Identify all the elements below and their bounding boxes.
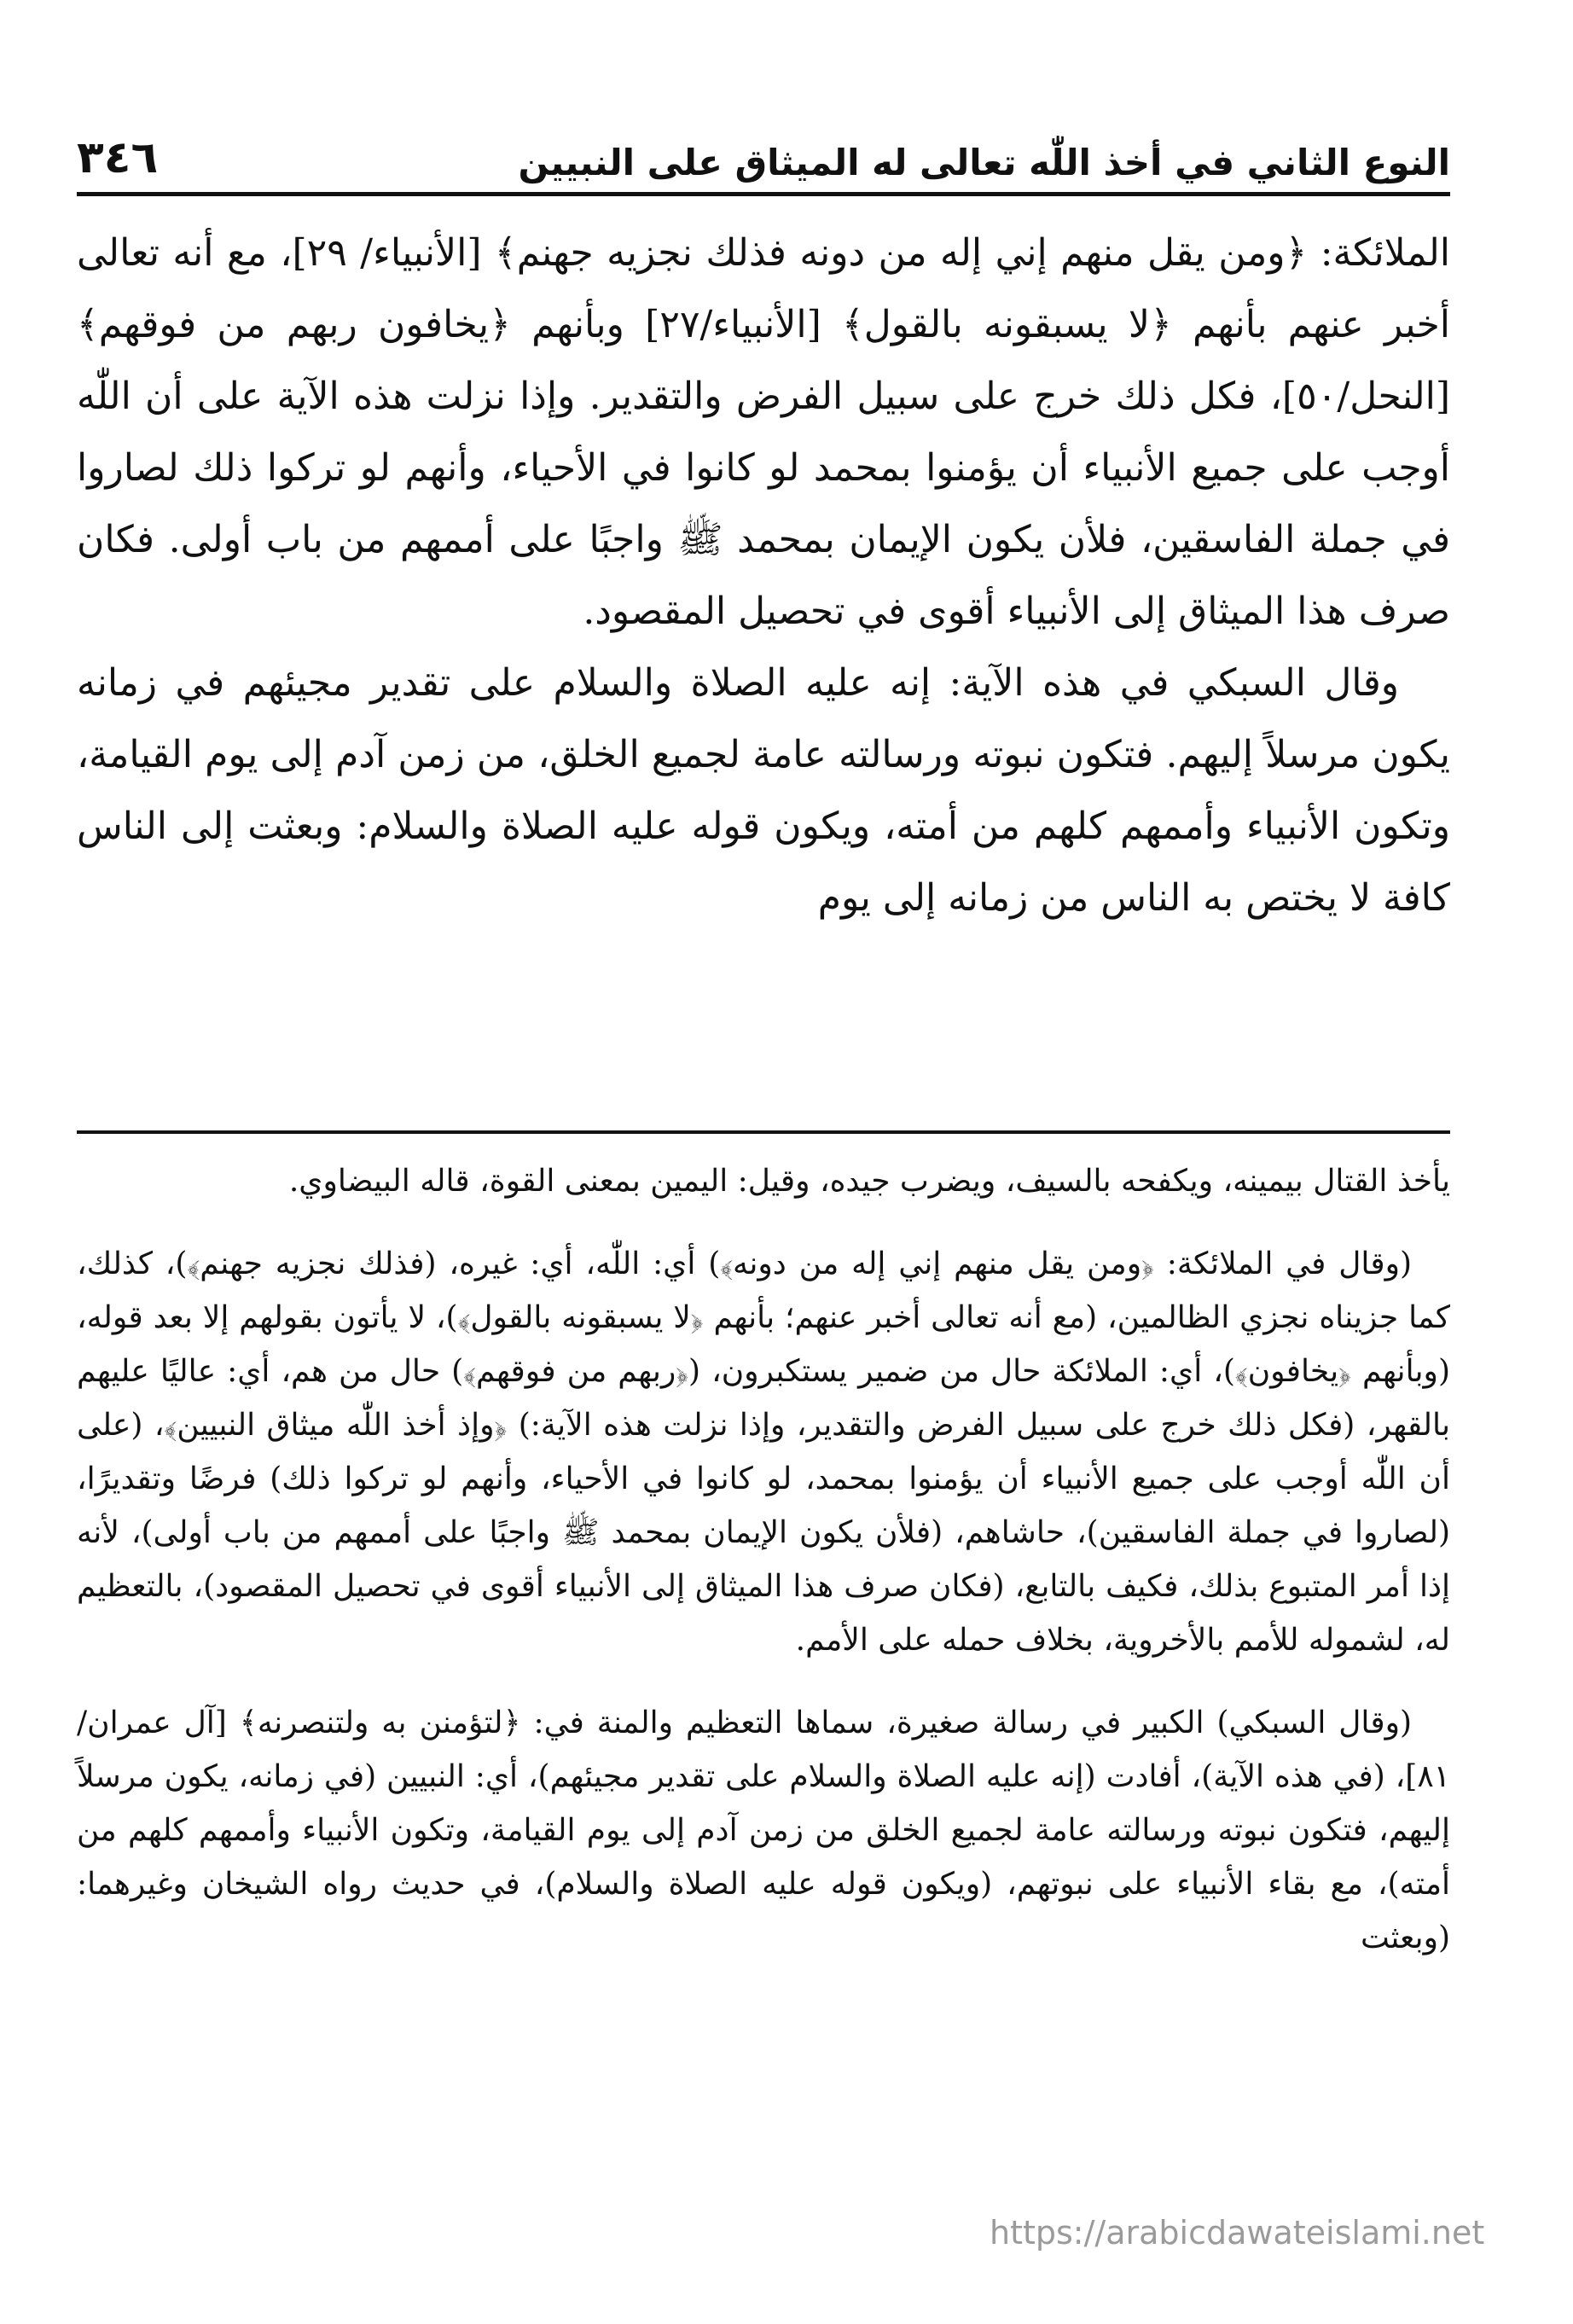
main-paragraph: الملائكة: ﴿ومن يقل منهم إني إله من دونه فذلك نجزيه جهنم﴾ [الأنبياء/ ٢٩]، مع أنه تعالى أخبر عنهم بأنهم ﴿لا يسبقونه بالقول﴾ [الأنبياء/٢٧] وبأنهم ﴿يخافون ربهم من فوقهم﴾ [النحل/٥٠]، فكل ذلك خرج على سبيل الفرض والتقدير. وإذا نزلت هذه الآية على أن اللّٰه أوجب على جميع الأنبياء أن يؤمنوا بمحمد لو كانوا في الأحياء، وأنهم لو تركوا ذلك لصاروا في جملة الفاسقين، فلأن يكون الإيمان بمحمد ﷺ واجبًا على أممهم من باب أولى. فكان صرف هذا الميثاق إلى الأنبياء أقوى في تحصيل المقصود. <box>77 231 1450 633</box>
watermark-url: https://arabicdawateislami.net <box>990 2214 1485 2251</box>
book-page <box>77 81 1450 2231</box>
commentary-paragraph: (وقال السبكي) الكبير في رسالة صغيرة، سماها التعظيم والمنة في: ﴿لتؤمنن به ولتنصرنه﴾ [آل عمران/٨١]، (في هذه الآية)، أفادت (إنه عليه الصلاة والسلام على تقدير مجيئهم)، أي: النبيين (في زمانه، يكون مرسلاً إليهم، فتكون نبوته ورسالته عامة لجميع الخلق من زمن آدم إلى يوم القيامة، وتكون الأنبياء وأممهم كلهم من أمته)، مع بقاء الأنبياء على نبوتهم، (ويكون قوله عليه الصلاة والسلام)، في حديث رواه الشيخان وغيرهما: (وبعثت <box>77 1705 1450 1955</box>
page-number: ٣٤٦ <box>77 132 159 183</box>
main-paragraph: وقال السبكي في هذه الآية: إنه عليه الصلاة والسلام على تقدير مجيئهم في زمانه يكون مرسلاً إليهم. فتكون نبوته ورسالته عامة لجميع الخلق، من زمن آدم إلى يوم القيامة، وتكون الأنبياء وأممهم كلهم من أمته، ويكون قوله عليه الصلاة والسلام: وبعثت إلى الناس كافة لا يختص به الناس من زمانه إلى يوم <box>77 661 1450 920</box>
commentary-paragraph: (وقال في الملائكة: ﴿ومن يقل منهم إني إله من دونه﴾) أي: اللّٰه، أي: غيره، (فذلك نجزيه جهنم﴾)، كذلك، كما جزيناه نجزي الظالمين، (مع أنه تعالى أخبر عنهم؛ بأنهم ﴿لا يسبقونه بالقول﴾)، لا يأتون بقولهم إلا بعد قوله، (وبأنهم ﴿يخافون﴾)، أي: الملائكة حال من ضمير يستكبرون، (﴿ربهم من فوقهم﴾) حال من هم، أي: عاليًا عليهم بالقهر، (فكل ذلك خرج على سبيل الفرض والتقدير، وإذا نزلت هذه الآية:) ﴿وإذ أخذ اللّٰه ميثاق النبيين﴾، (على أن اللّٰه أوجب على جميع الأنبياء أن يؤمنوا بمحمد، لو كانوا في الأحياء، وأنهم لو تركوا ذلك) فرضًا وتقديرًا، (لصاروا في جملة الفاسقين)، حاشاهم، (فلأن يكون الإيمان بمحمد ﷺ واجبًا على أممهم من باب أولى)، لأنه إذا أمر المتبوع بذلك، فكيف بالتابع، (فكان صرف هذا الميثاق إلى الأنبياء أقوى في تحصيل المقصود)، بالتعظيم له، لشموله للأمم بالأخروية، بخلاف حمله على الأمم. <box>77 1246 1450 1658</box>
page-header <box>77 107 1450 183</box>
main-text <box>77 218 1450 934</box>
running-title: النوع الثاني في أخذ اللّٰه تعالى له الميثاق على النبيين <box>518 142 1450 183</box>
commentary-text <box>77 1154 1450 1994</box>
header-rule <box>77 192 1450 196</box>
commentary-paragraph: يأخذ القتال بيمينه، ويكفحه بالسيف، ويضرب جيده، وقيل: اليمين بمعنى القوة، قاله البيضاوي. <box>288 1164 1450 1199</box>
footnote-separator <box>77 1130 1450 1134</box>
